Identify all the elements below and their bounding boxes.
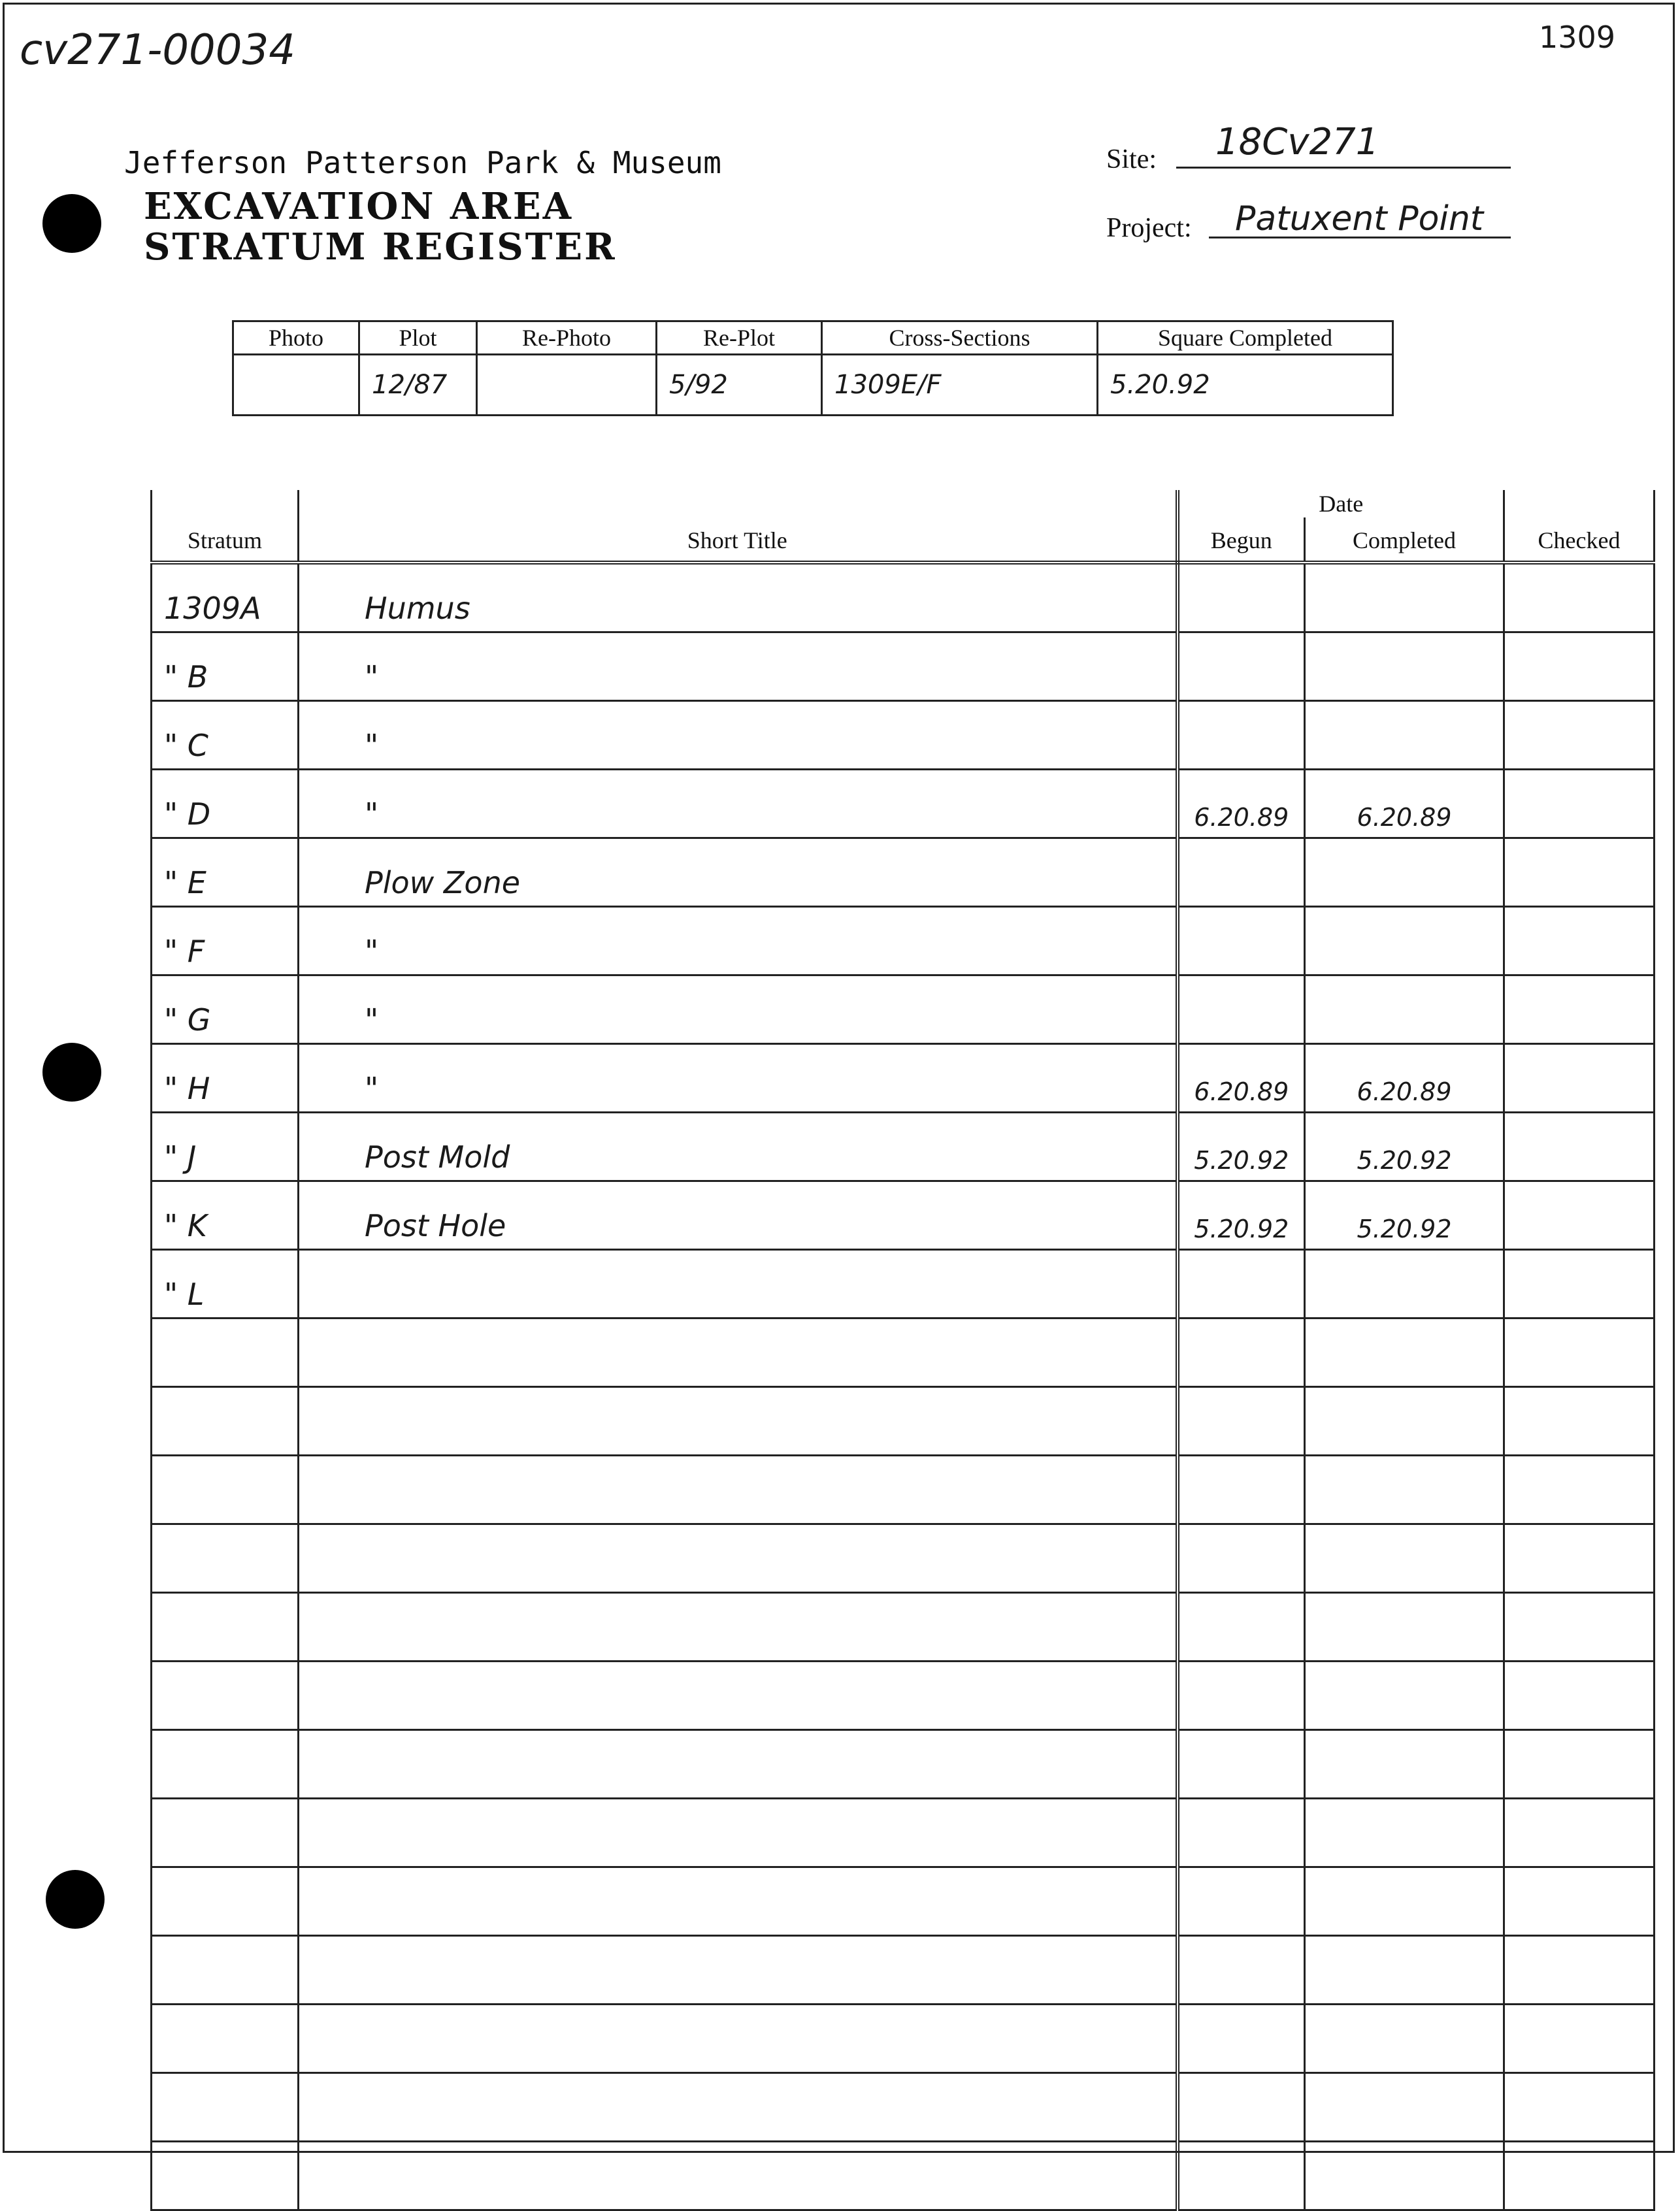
stratum-cell: " F — [152, 907, 299, 975]
short-title-cell — [299, 2073, 1178, 2142]
table-row — [152, 1318, 1655, 1387]
date-completed-cell — [1305, 701, 1504, 770]
table-row — [152, 2073, 1655, 2142]
checked-cell — [1504, 632, 1655, 701]
date-begun-cell — [1178, 1936, 1305, 2005]
checked-cell — [1504, 1250, 1655, 1318]
cross-sections-value: 1309E/F — [822, 355, 1098, 416]
checked-cell — [1504, 1181, 1655, 1250]
stratum-cell — [152, 2005, 299, 2073]
checked-cell — [1504, 1936, 1655, 2005]
date-completed-cell — [1305, 2073, 1504, 2142]
stratum-cell — [152, 2142, 299, 2210]
date-completed-cell — [1305, 1730, 1504, 1799]
short-title-cell: Humus — [299, 563, 1178, 632]
register-header-row — [152, 517, 1655, 563]
stratum-cell: 1309A — [152, 563, 299, 632]
stratum-cell: " J — [152, 1113, 299, 1181]
checked-cell — [1504, 2142, 1655, 2210]
short-title-cell: " — [299, 975, 1178, 1044]
date-completed-cell: 6.20.89 — [1305, 770, 1504, 838]
date-completed-cell — [1305, 1524, 1504, 1593]
checked-cell — [1504, 975, 1655, 1044]
date-begun-cell — [1178, 563, 1305, 632]
short-title-cell — [299, 2005, 1178, 2073]
date-completed-cell: 5.20.92 — [1305, 1113, 1504, 1181]
site-field-line — [1176, 167, 1511, 169]
date-begun-cell: 5.20.92 — [1178, 1113, 1305, 1181]
stratum-cell: " E — [152, 838, 299, 907]
stratum-cell: " C — [152, 701, 299, 770]
table-row — [152, 632, 1655, 701]
short-title-header: Short Title — [299, 517, 1178, 563]
table-row — [152, 838, 1655, 907]
table-row — [152, 1456, 1655, 1524]
table-row — [152, 1113, 1655, 1181]
date-completed-cell — [1305, 1387, 1504, 1456]
date-begun-cell — [1178, 2005, 1305, 2073]
table-row — [152, 1593, 1655, 1662]
begun-header: Begun — [1178, 517, 1305, 563]
table-row — [152, 1524, 1655, 1593]
checked-cell — [1504, 2005, 1655, 2073]
date-completed-cell — [1305, 838, 1504, 907]
table-row — [152, 563, 1655, 632]
table-row — [152, 2142, 1655, 2210]
punch-hole — [46, 1870, 105, 1929]
summary-header: Re-Plot — [657, 321, 822, 355]
site-value: 18Cv271 — [1215, 121, 1379, 163]
punch-hole — [42, 194, 101, 253]
summary-header: Plot — [359, 321, 477, 355]
date-begun-cell — [1178, 2142, 1305, 2210]
date-completed-cell: 5.20.92 — [1305, 1181, 1504, 1250]
park-name: Jefferson Patterson Park & Museum — [124, 145, 721, 180]
checked-cell — [1504, 701, 1655, 770]
photo-value — [233, 355, 359, 416]
stratum-cell — [152, 2073, 299, 2142]
checked-cell — [1504, 1318, 1655, 1387]
checked-cell — [1504, 1593, 1655, 1662]
page-number: 1309 — [1539, 20, 1616, 55]
date-completed-cell — [1305, 1593, 1504, 1662]
short-title-cell — [299, 1730, 1178, 1799]
rephoto-value — [477, 355, 657, 416]
stratum-cell — [152, 1936, 299, 2005]
stratum-cell: " B — [152, 632, 299, 701]
date-begun-cell — [1178, 1524, 1305, 1593]
checked-cell — [1504, 1113, 1655, 1181]
table-row — [152, 1250, 1655, 1318]
square-completed-value: 5.20.92 — [1098, 355, 1393, 416]
date-begun-cell — [1178, 1593, 1305, 1662]
short-title-cell — [299, 1250, 1178, 1318]
punch-hole — [42, 1043, 101, 1102]
short-title-cell — [299, 2142, 1178, 2210]
site-label: Site: — [1106, 144, 1157, 174]
date-completed-cell — [1305, 1456, 1504, 1524]
short-title-cell: Post Mold — [299, 1113, 1178, 1181]
stratum-cell — [152, 1867, 299, 1936]
date-completed-cell — [1305, 2005, 1504, 2073]
stratum-cell — [152, 1318, 299, 1387]
summary-header-row — [233, 321, 1393, 355]
stratum-cell — [152, 1662, 299, 1730]
stratum-cell — [152, 1593, 299, 1662]
checked-header: Checked — [1504, 517, 1655, 563]
date-completed-cell — [1305, 1662, 1504, 1730]
short-title-cell: " — [299, 1044, 1178, 1113]
date-completed-cell — [1305, 1936, 1504, 2005]
date-begun-cell — [1178, 701, 1305, 770]
stratum-cell — [152, 1799, 299, 1867]
date-completed-cell — [1305, 2142, 1504, 2210]
date-completed-cell: 6.20.89 — [1305, 1044, 1504, 1113]
date-begun-cell — [1178, 1867, 1305, 1936]
project-label: Project: — [1106, 213, 1192, 243]
date-begun-cell — [1178, 907, 1305, 975]
stratum-cell — [152, 1730, 299, 1799]
date-begun-cell — [1178, 1387, 1305, 1456]
date-completed-cell — [1305, 975, 1504, 1044]
checked-cell — [1504, 1524, 1655, 1593]
date-completed-cell — [1305, 1799, 1504, 1867]
date-completed-cell — [1305, 1867, 1504, 1936]
stratum-cell — [152, 1387, 299, 1456]
checked-cell — [1504, 1662, 1655, 1730]
date-begun-cell — [1178, 1799, 1305, 1867]
short-title-cell — [299, 1662, 1178, 1730]
checked-cell — [1504, 1867, 1655, 1936]
date-group-label: Date — [1178, 490, 1504, 517]
short-title-cell — [299, 1867, 1178, 1936]
replot-value: 5/92 — [657, 355, 822, 416]
short-title-cell: " — [299, 701, 1178, 770]
form-title-line-2: STRATUM REGISTER — [144, 225, 617, 269]
summary-header: Photo — [233, 321, 359, 355]
short-title-cell: " — [299, 632, 1178, 701]
stratum-cell: " K — [152, 1181, 299, 1250]
table-row — [152, 1044, 1655, 1113]
date-completed-cell — [1305, 1250, 1504, 1318]
date-completed-cell — [1305, 632, 1504, 701]
table-row — [152, 1730, 1655, 1799]
register-header-top-row — [152, 490, 1655, 517]
date-begun-cell — [1178, 1662, 1305, 1730]
table-row — [152, 2005, 1655, 2073]
date-begun-cell — [1178, 1250, 1305, 1318]
short-title-cell — [299, 1593, 1178, 1662]
short-title-cell — [299, 1936, 1178, 2005]
stratum-cell: " H — [152, 1044, 299, 1113]
date-begun-cell — [1178, 632, 1305, 701]
date-completed-cell — [1305, 907, 1504, 975]
date-begun-cell — [1178, 838, 1305, 907]
checked-cell — [1504, 2073, 1655, 2142]
stratum-header: Stratum — [152, 517, 299, 563]
checked-cell — [1504, 1730, 1655, 1799]
date-begun-cell — [1178, 1730, 1305, 1799]
summary-table — [232, 320, 1394, 416]
stratum-register-table — [150, 490, 1655, 2211]
date-begun-cell — [1178, 2073, 1305, 2142]
summary-value-row — [233, 355, 1393, 416]
checked-cell — [1504, 1387, 1655, 1456]
stratum-cell — [152, 1456, 299, 1524]
date-completed-cell — [1305, 563, 1504, 632]
table-row — [152, 1936, 1655, 2005]
table-row — [152, 907, 1655, 975]
stratum-cell: " G — [152, 975, 299, 1044]
document-id: cv271-00034 — [20, 26, 295, 74]
short-title-cell — [299, 1456, 1178, 1524]
table-row — [152, 1662, 1655, 1730]
date-completed-cell — [1305, 1318, 1504, 1387]
short-title-cell: " — [299, 770, 1178, 838]
date-begun-cell — [1178, 1318, 1305, 1387]
table-row — [152, 1181, 1655, 1250]
date-begun-cell: 6.20.89 — [1178, 770, 1305, 838]
checked-cell — [1504, 563, 1655, 632]
date-begun-cell — [1178, 975, 1305, 1044]
table-row — [152, 1799, 1655, 1867]
summary-header: Square Completed — [1098, 321, 1393, 355]
short-title-cell — [299, 1524, 1178, 1593]
table-row — [152, 770, 1655, 838]
table-row — [152, 1387, 1655, 1456]
checked-cell — [1504, 907, 1655, 975]
stratum-cell: " L — [152, 1250, 299, 1318]
checked-cell — [1504, 1044, 1655, 1113]
project-value: Patuxent Point — [1235, 199, 1484, 238]
date-begun-cell: 5.20.92 — [1178, 1181, 1305, 1250]
short-title-cell: Plow Zone — [299, 838, 1178, 907]
short-title-cell — [299, 1318, 1178, 1387]
checked-cell — [1504, 1799, 1655, 1867]
summary-header: Re-Photo — [477, 321, 657, 355]
summary-header: Cross-Sections — [822, 321, 1098, 355]
checked-cell — [1504, 770, 1655, 838]
table-row — [152, 701, 1655, 770]
checked-cell — [1504, 1456, 1655, 1524]
date-begun-cell: 6.20.89 — [1178, 1044, 1305, 1113]
date-begun-cell — [1178, 1456, 1305, 1524]
stratum-cell: " D — [152, 770, 299, 838]
short-title-cell — [299, 1799, 1178, 1867]
short-title-cell: Post Hole — [299, 1181, 1178, 1250]
stratum-cell — [152, 1524, 299, 1593]
plot-value: 12/87 — [359, 355, 477, 416]
short-title-cell: " — [299, 907, 1178, 975]
table-row — [152, 1867, 1655, 1936]
form-title-line-1: EXCAVATION AREA — [144, 185, 574, 228]
completed-header: Completed — [1305, 517, 1504, 563]
short-title-cell — [299, 1387, 1178, 1456]
table-row — [152, 975, 1655, 1044]
checked-cell — [1504, 838, 1655, 907]
